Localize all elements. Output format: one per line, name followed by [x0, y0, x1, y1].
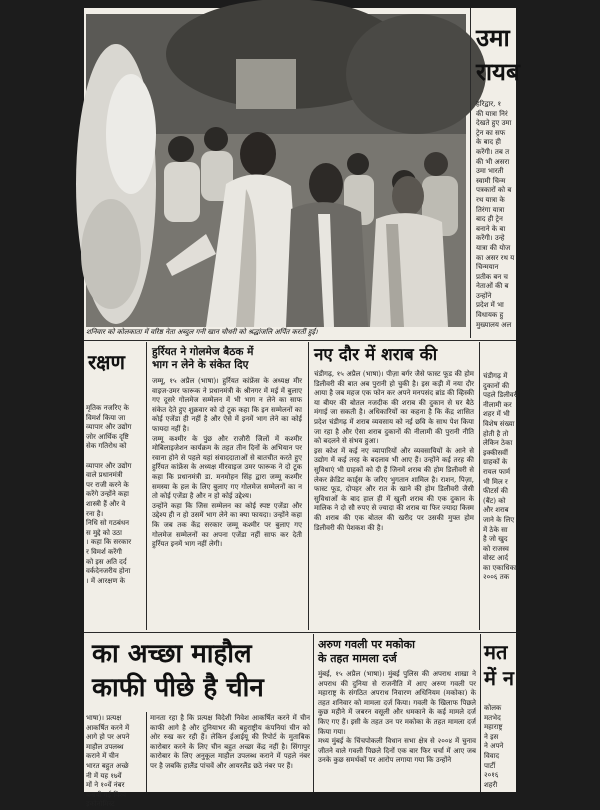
text-line: आगे हो पर अपने — [86, 733, 130, 742]
right-top-text — [476, 100, 516, 330]
text-line: वाले प्रधानमंत्री — [86, 471, 123, 480]
hurriyat-headline-line2: भाग न लेने के संकेत दिए — [152, 359, 249, 371]
text-line: २०१६ — [484, 771, 499, 780]
text-line: २००६ तक — [483, 573, 510, 582]
column-divider — [480, 634, 481, 792]
text-line: उन्होंने — [476, 291, 492, 300]
text-line: प्रतीक बन च — [476, 272, 508, 281]
text-line: पत्रकारों को ब — [476, 186, 512, 195]
text-line: की यात्रा निरं — [476, 109, 508, 118]
newspaper-clipping — [84, 8, 520, 809]
column-divider — [479, 342, 480, 630]
text-line: बनायी गई विश्व — [86, 790, 126, 799]
right-top-headline-line2: रायब — [476, 57, 520, 86]
photo-illustration — [86, 14, 466, 327]
text-line: वोस्ट आर्द — [483, 554, 509, 563]
text-line: दुकानों की — [483, 381, 510, 390]
text-line: । कहा कि सरकार — [86, 538, 132, 547]
text-line: विवाद — [484, 751, 500, 760]
text-line: स मुद्दे को उठा — [86, 528, 122, 537]
text-line: निधि सो गठबंधन — [86, 519, 130, 528]
text-line: विमर्श किया जा — [86, 413, 126, 422]
bottom-left-col1 — [86, 714, 144, 810]
photo-caption: शनिवार को कोलकाता में वरिष्ठ नेता अब्दुल गनी खान चौधरी को श्रद्धांजलि अर्पित करतीं हुईं। — [86, 328, 318, 336]
left-mid-text — [86, 404, 142, 586]
makoka-headline-line2: के तहत मामला दर्ज — [318, 652, 397, 665]
text-line: व्यापार और उद्योग — [86, 461, 132, 470]
text-line: माहौल उपलब्ध — [86, 742, 124, 751]
hurriyat-paragraph: उन्होंने कहा कि जिस सम्मेलन का कोई स्पष्ट एजेंडा और उद्देश्य ही न हो उसमें भाग लेने का क्या फायदा। उन्होंने कहा कि जब तक केंद्र सरकार जम्मू कश्मीर पर बुलाए गए गोलमेज सम्मेलनों का अपना एजेंडा नहीं साफ कर देती हुर्रियत इनमें भाग नहीं लेगी। — [152, 501, 302, 549]
text-line: रना है। — [86, 509, 104, 518]
text-line: फीटर्स की — [483, 487, 508, 496]
text-line: मृतिक नजरिए के — [86, 404, 129, 412]
text-line: ने अपने — [484, 742, 504, 751]
column-divider — [146, 342, 147, 630]
sharab-article — [314, 344, 474, 533]
text-line: ने इस — [484, 732, 499, 741]
text-line: में ठेके सा — [483, 525, 508, 534]
text-line: के बाद ही — [476, 138, 501, 147]
text-line: लेकिन ठेका — [483, 439, 513, 448]
right-top-headline: उमा — [476, 23, 510, 52]
text-line: विशेष संख्या — [483, 419, 515, 428]
news-photo — [86, 14, 466, 327]
text-line: इक्कीसवीं — [483, 448, 508, 457]
makoka-paragraph: मध्य मुंबई के चिंचपोकली विधान सभा क्षेत्र से २००४ में चुनाव जीतने वाले गवली पिछले दिनों एक बार फिर चर्चा में आए जब उनके कुछ समर्थकों पर आरोप लगाया गया कि उन्होंने — [318, 737, 476, 765]
text-line: व्यापार और उद्योग — [86, 423, 132, 432]
text-line: विधायक हु — [476, 311, 504, 320]
text-line: आकर्षित करने में — [86, 723, 130, 732]
text-line: शास्त्री हैं और वे — [86, 499, 126, 508]
text-line: बाद ही ट्रेन — [476, 215, 503, 224]
text-line: का असर रथ य — [476, 253, 515, 262]
text-line: शहरी — [484, 780, 498, 789]
text-line: चिन्मयान — [476, 263, 499, 272]
text-line: कोलक — [484, 704, 502, 712]
text-line: और शराब — [483, 506, 509, 515]
makoka-article — [318, 638, 476, 766]
text-line: भाषा)। प्रत्यक्ष — [86, 714, 122, 722]
text-line: (बैंट) को — [483, 496, 506, 505]
column-divider — [313, 634, 314, 792]
text-line: बनाने के बा — [476, 224, 506, 233]
text-line: है जो खुद — [483, 535, 508, 544]
text-line: वर्कदेनजरीय होना — [86, 567, 131, 576]
text-line: मों ने १०वें नंबर — [86, 781, 125, 790]
makoka-headline: अरुण गवली पर मकोका — [318, 638, 415, 651]
text-line: ग्राहकों के — [483, 458, 508, 467]
bottom-left-headline: का अच्छा माहौल — [92, 639, 252, 669]
text-line: कराने में चीन — [86, 752, 119, 761]
bottom-right-headline: मत — [484, 640, 508, 664]
text-line: सेक गतिरोध को — [86, 442, 127, 451]
bottom-left-col2: मानता रहा है कि प्रत्यक्ष विदेशी निवेश आकर्षित करने में चीन काफी आगे है और दुनियाभर की बहुराष्ट्रीय कंपनियां चीन को ओर रुख कर रही हैं। लेकिन ईआईयू की रिपोर्ट के मुताबिक कारोबार करने के लिए चीन बहुत अच्छा केंद्र नहीं है। सिंगापुर कारोबार के लिए अनुकूल माहौल उपलब्ध कराने में पहले नंबर पर है जबकि हालैंड पांचवें और आयरलैंड छठे नंबर पर हैं। — [150, 714, 310, 770]
hurriyat-paragraph: जम्मू कश्मीर के पुंछ और राजौरी जिलों में कश्मीर मोबिलाइजेशन कार्यक्रम के तहत तीन दिनों के अभियान पर रवाना होने से पहले यहां संवाददाताओं से बातचीत करते हुए हुर्रियत कांफ्रेंस के अध्यक्ष मीरवाइज उमर फारूक ने दो टूक कहा कि प्रधानमंत्री डा. मनमोहन सिंह द्वारा जम्मू कश्मीर समस्या के हल के लिए बुलाए गए गोलमेज सम्मेलनों का न तो कोई एजेंडा है और न हो कोई उद्देश्य। — [152, 434, 302, 501]
sharab-paragraph: चंडीगढ़, १५ अप्रैल (भाषा)। पीज़ा बर्गर जैसे फास्ट फूड की होम डिलीवरी की बात अब पुरानी हो चुकी है। इस कड़ी में नया दौर आया है जब महज एक फोन कर अपने मनपसंद ब्रांड की व्हिस्की या बीयर की बोतल नजदीक की शराब की दुकान से घर बैठे मंगाई जा सकती है। अधिकारियों का कहना है कि केंद्र शासित प्रदेश चंडीगढ़ में शराब व्यवसाय को नई छवि के साथ पेश किया जा रहा है और ऐसा शराब दुकानों की नीलामी की पुरानी नीति को बदलने से संभव हुआ। — [314, 370, 475, 446]
bottom-right-headline-line2: में न — [484, 666, 515, 690]
sharab-headline: नए दौर में शराब की — [314, 345, 438, 365]
text-line: जाने के लिए — [483, 515, 515, 524]
bottom-right-text — [484, 704, 516, 790]
text-line: देखते हुए उमा — [476, 119, 512, 128]
text-line: को राजस्व — [483, 544, 509, 553]
hurriyat-paragraph: जम्मू, १५ अप्रैल (भाषा)। हुर्रियत कांफ्रेंस के अध्यक्ष मीर वाइज-उमर फारूक ने प्रधानमंत्री के श्रीनगर में मई में बुलाए गए दूसरे गोलमेज सम्मेलन में भी भाग न लेने का साफ संकेत देते हुए शुक्रवार को दो टूक कहा कि इन सम्मेलनों का कोई एजेंडा ही नहीं है और ऐसे में इनमें भाग लेने का कोई फायदा नहीं है। — [152, 377, 302, 433]
column-divider — [146, 712, 147, 792]
text-line: नीलामी कर — [483, 400, 512, 409]
column-divider — [308, 342, 309, 630]
text-line: इकोनोमिस्ट — [86, 800, 115, 809]
bottom-left-headline-line2: काफी पीछे है चीन — [92, 673, 264, 703]
text-line: रथ यात्रा के — [476, 195, 505, 204]
sharab-paragraph: इस कोश में कई नए व्यापारियों और व्यवसायियों के आने से उद्योग में कई तरह के बदलाव भी आए हैं। उन्होंने कई तरह की सुविधाएं भी ग्राहकों को दी हैं जिनमें शराब की होम डिलीवरी से लेकर क्रेडिट कार्ड्स के जरिए भुगतान शामिल है। राशन, पिज़ा, फास्ट फूड, दोपहर और रात के खाने की होम डिलीवरी जैसी सुविधाओं के बाद हाल ही में खुली शराब की एक दुकान के मालिक ने दो सौ रुपए से ज्यादा की शराब या फिर ज्यादा किस्म की शराब की एक बोतल की खरीद पर उसकी मुफ्त होम डिलीवरी की पेशकश की है। — [314, 446, 474, 532]
text-line: का एकाधिकार — [483, 563, 520, 572]
text-line: शहर में भी — [483, 410, 510, 419]
text-line: मुख्यालय अल — [476, 320, 512, 329]
text-line: करेंगी। तब त — [476, 147, 510, 156]
text-line: पार्टी — [484, 761, 496, 770]
hurriyat-headline: हुर्रियत ने गोलमेज बैठक में — [152, 346, 254, 358]
text-line: हरिद्वार, १ — [476, 100, 502, 108]
text-line: नेताओं की ब — [476, 282, 509, 291]
text-line: यात्रा की योज — [476, 243, 511, 252]
hurriyat-article — [152, 346, 302, 550]
text-line: पर राजी करने के — [86, 480, 129, 489]
text-line — [86, 452, 142, 462]
text-line: भारत बहुत अच्छे — [86, 761, 129, 770]
text-line: उमा भारती — [476, 167, 504, 176]
section-divider — [84, 632, 516, 633]
text-line: पहले डिलीवरी — [483, 391, 519, 400]
text-line: करेंगे उन्होंने कहा — [86, 490, 129, 499]
section-divider — [84, 340, 516, 341]
text-line: भी मिल र — [483, 477, 508, 486]
text-line: । में आरक्षण के — [86, 576, 125, 585]
text-line: तिरंगा यात्रा — [476, 205, 505, 214]
text-line: मतभेद — [484, 713, 501, 722]
right-mid-text — [483, 372, 520, 583]
text-line: प्रदेश में भा — [476, 301, 504, 310]
text-line: को इस अति दर्द — [86, 557, 127, 566]
text-line: ट्रेन का सफ — [476, 128, 506, 137]
text-line: होती है तो — [483, 429, 509, 438]
text-line: की भी असरा — [476, 157, 510, 166]
text-line: चंडीगढ़ में — [483, 372, 508, 380]
text-line: महाराष्ट्र — [484, 723, 503, 732]
text-line: करेंगी। उन्हे — [476, 234, 505, 243]
text-line: नी में यह १७वें — [86, 771, 122, 780]
makoka-paragraph: मुंबई, १५ अप्रैल (भाषा)। मुंबई पुलिस की अपराध शाखा ने अपराध की दुनिया से राजनीति में आए अरुण गवली पर महाराष्ट्र के संगठित अपराध निवारण अधिनियम (मकोका) के तहत शनिवार को मामला दर्ज किया। गवली के खिलाफ पिछले कुछ महीने में जबरन वसूली और धमकाने के कई मामले दर्ज किए गए हैं। इसी के तहत उन पर मकोका के तहत मामला दर्ज किया गया। — [318, 670, 476, 736]
text-line: र विमर्श करेंगी — [86, 547, 122, 556]
text-line: जोर आर्थिक दृष्टि — [86, 432, 129, 441]
column-divider — [470, 8, 471, 338]
text-line: स्वामी चिन्म — [476, 176, 506, 185]
text-line: रायल फार्म — [483, 467, 511, 476]
left-mid-headline: रक्षण — [88, 350, 125, 374]
